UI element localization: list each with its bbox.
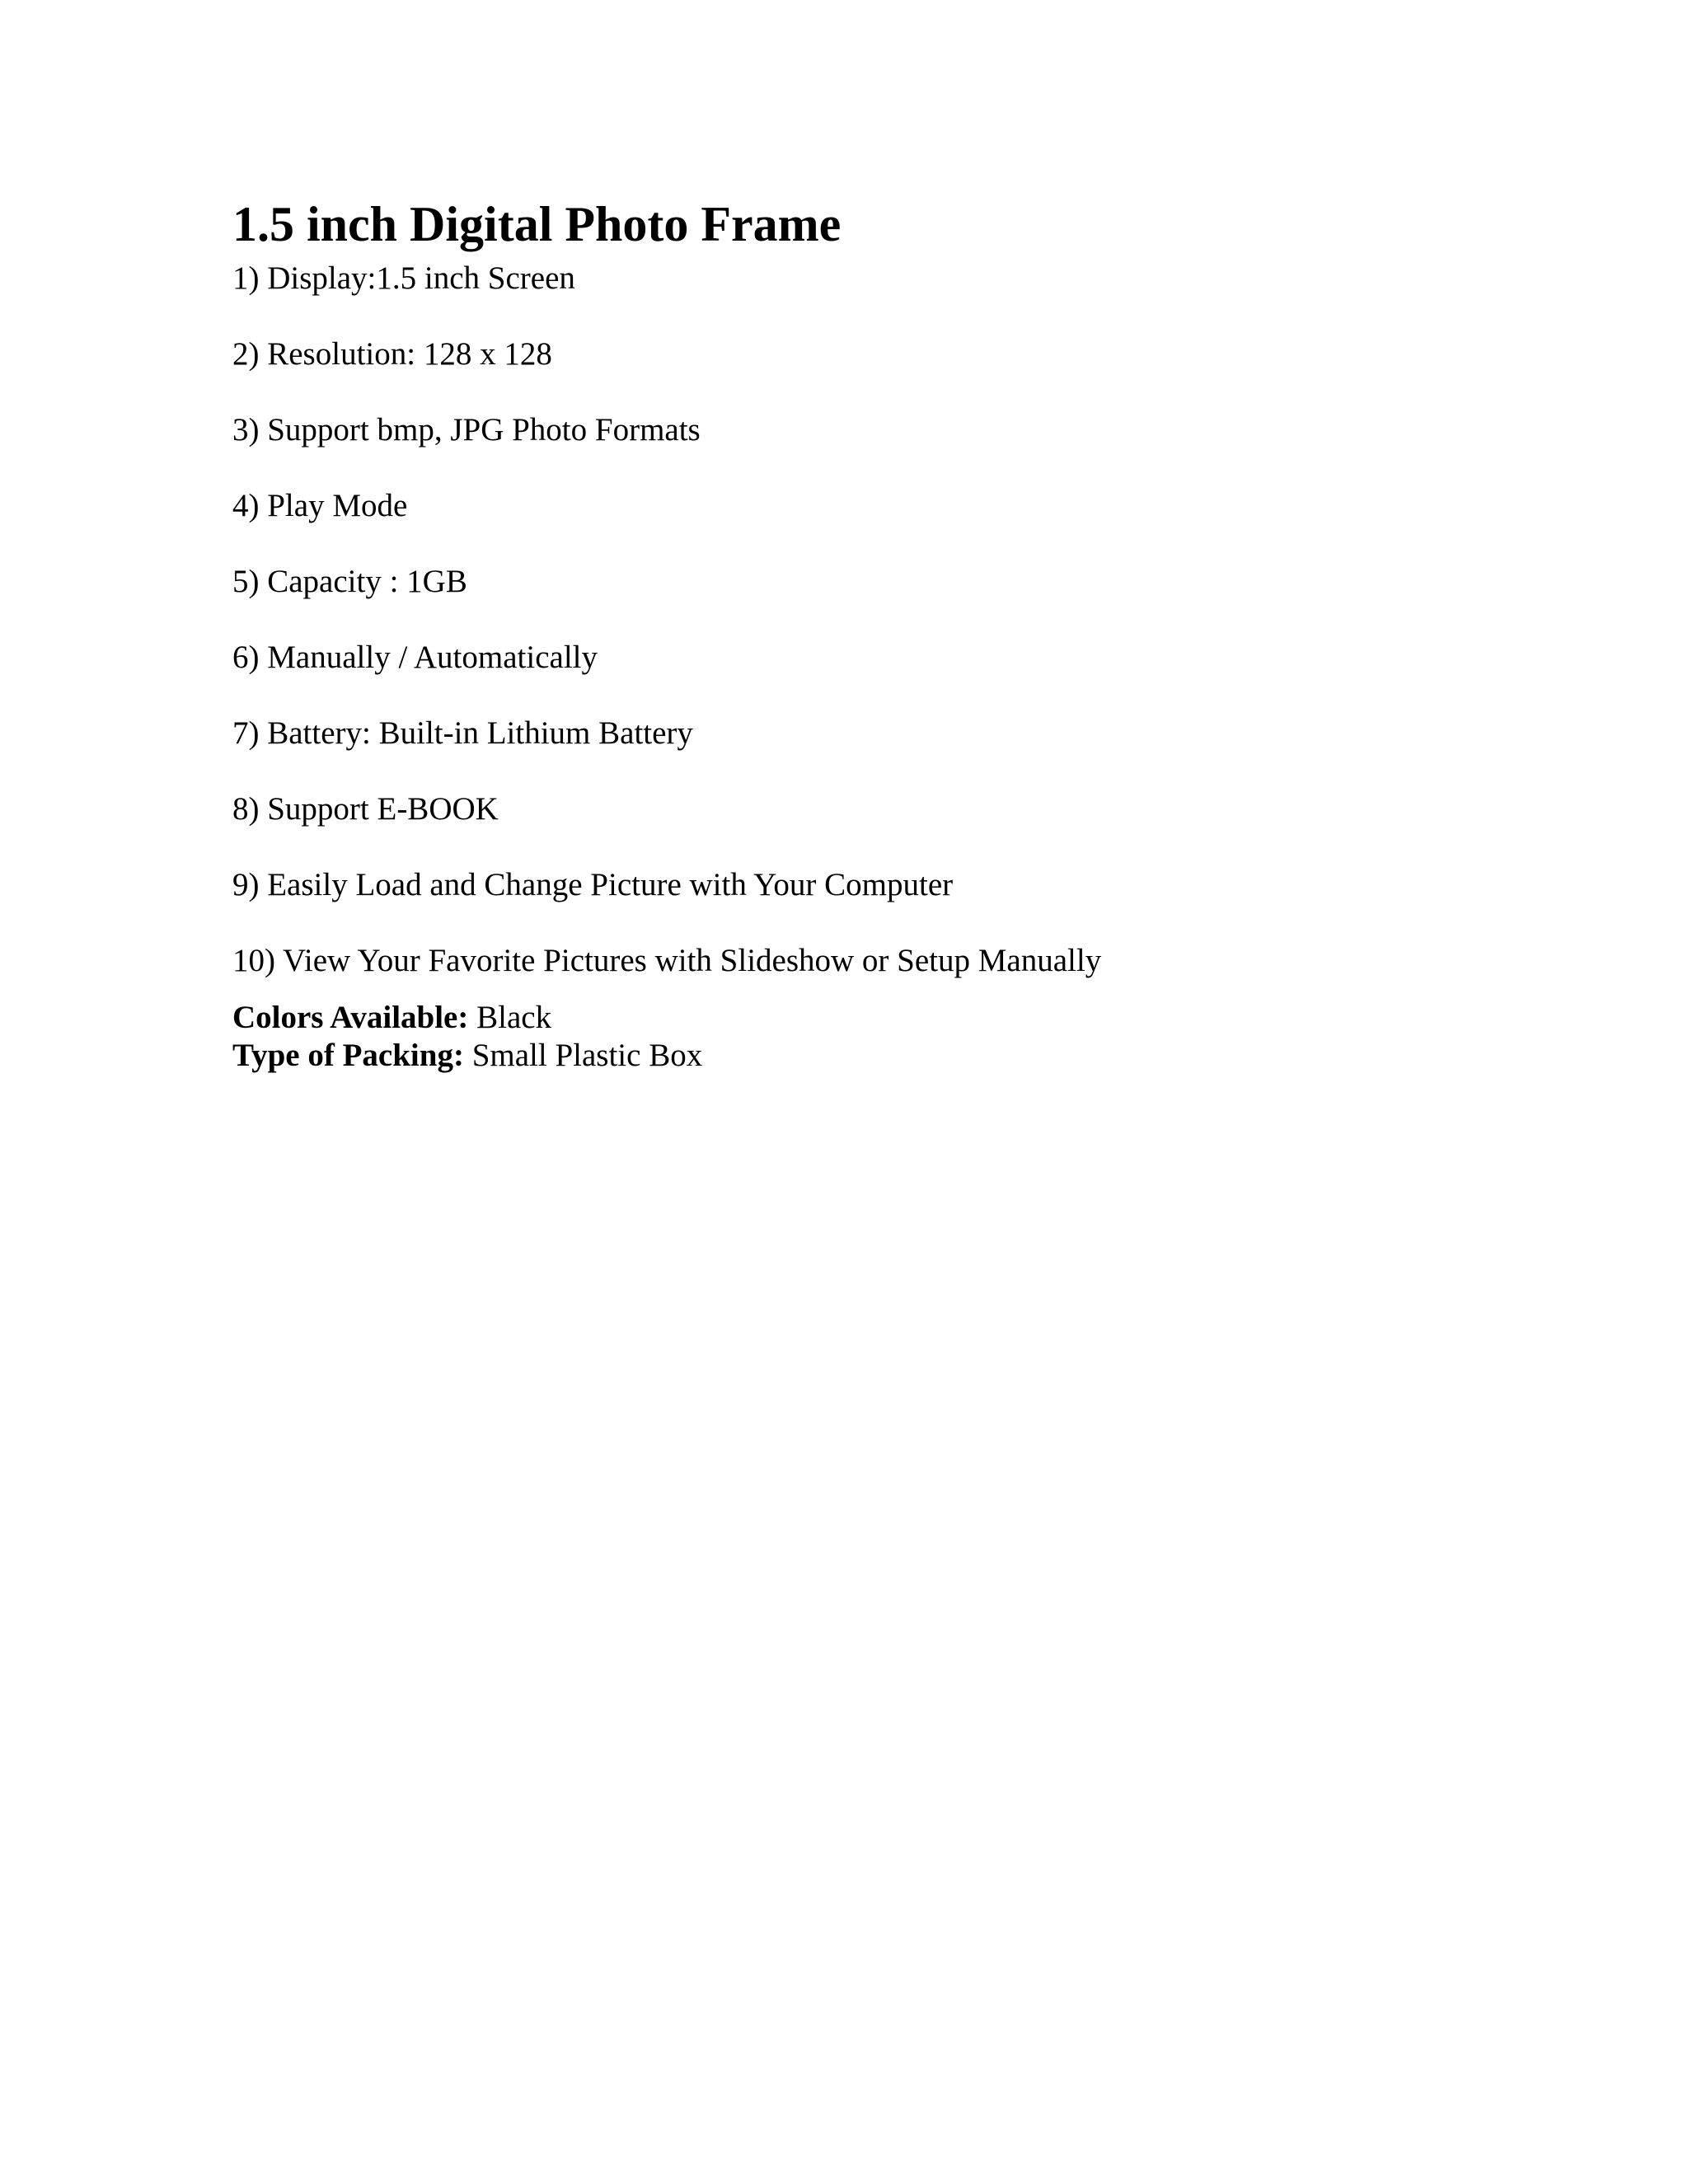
spec-colors (232, 999, 1551, 1037)
feature-item: 9) Easily Load and Change Picture with Your Computer (232, 867, 954, 902)
spec-packing-label: Type of Packing: (232, 1038, 464, 1073)
feature-item: 3) Support bmp, JPG Photo Formats (232, 412, 701, 448)
feature-item: 10) View Your Favorite Pictures with Slideshow or Setup Manually (232, 943, 1102, 978)
spec-packing (232, 1037, 1551, 1075)
document-page (232, 194, 1551, 1075)
feature-item: 5) Capacity : 1GB (232, 564, 467, 599)
feature-item: 2) Resolution: 128 x 128 (232, 336, 552, 372)
spec-colors-value: Black (476, 1000, 552, 1035)
document-title: 1.5 inch Digital Photo Frame (232, 197, 842, 251)
spec-packing-value: Small Plastic Box (471, 1038, 703, 1073)
feature-list (232, 257, 1551, 982)
spec-colors-label: Colors Available: (232, 1000, 469, 1035)
spec-list (232, 999, 1551, 1075)
feature-item: 6) Manually / Automatically (232, 640, 598, 675)
feature-item: 1) Display:1.5 inch Screen (232, 260, 575, 296)
feature-item: 7) Battery: Built-in Lithium Battery (232, 715, 693, 751)
feature-item: 8) Support E-BOOK (232, 791, 499, 827)
feature-item: 4) Play Mode (232, 488, 408, 523)
